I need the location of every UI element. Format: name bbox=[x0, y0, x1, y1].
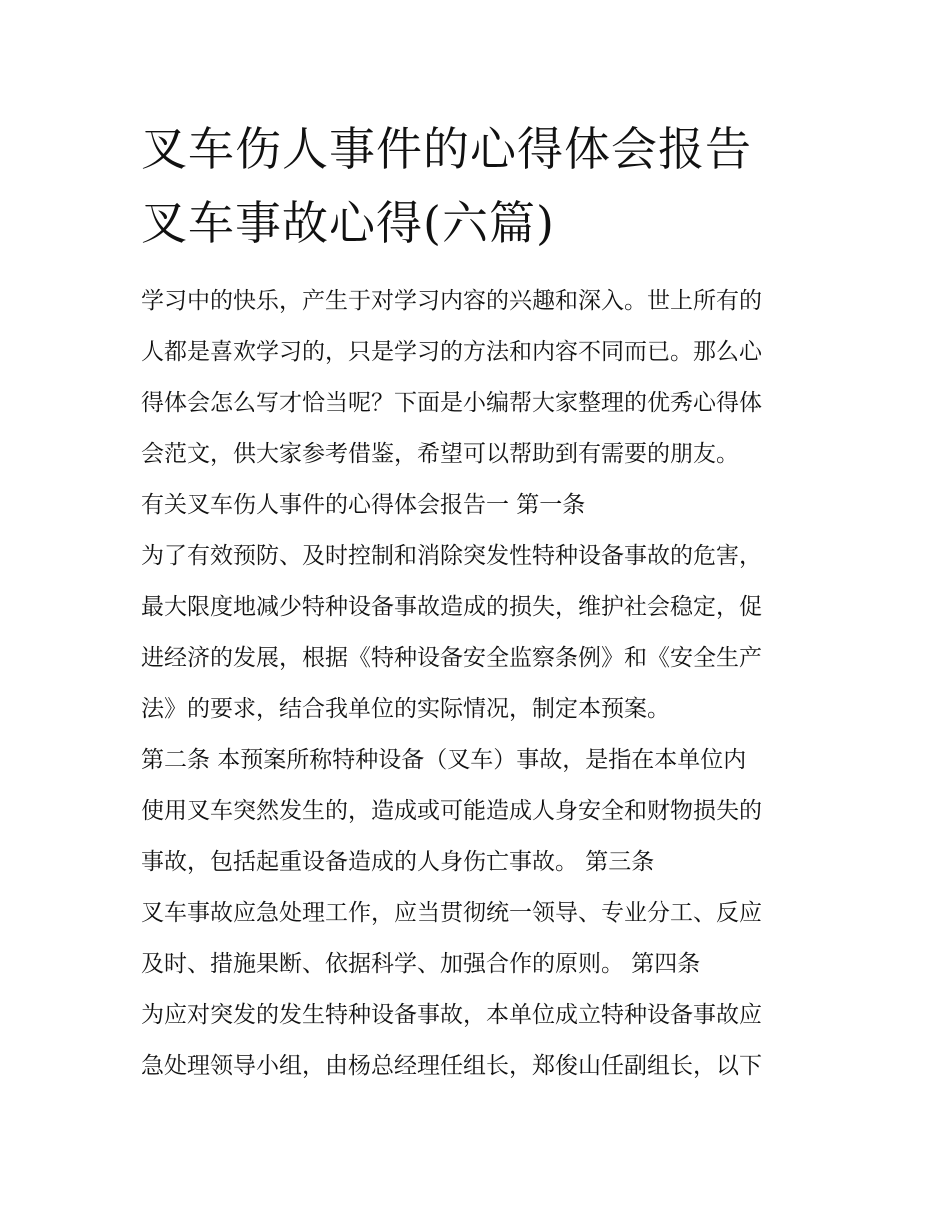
section-heading-line: 有关叉车伤人事件的心得体会报告一 第一条 bbox=[141, 492, 586, 518]
title-line: 叉车事故心得(六篇) bbox=[141, 196, 555, 250]
body-line: 会范文，供大家参考借鉴，希望可以帮助到有需要的朋友。 bbox=[141, 441, 739, 467]
title-line: 叉车伤人事件的心得体会报告 bbox=[141, 122, 752, 176]
body-line: 最大限度地减少特种设备事故造成的损失，维护社会稳定，促 bbox=[141, 594, 762, 620]
body-line: 为了有效预防、及时控制和消除突发性特种设备事故的危害， bbox=[141, 543, 762, 569]
body-line: 法》的要求，结合我单位的实际情况，制定本预案。 bbox=[141, 696, 670, 722]
document-body bbox=[141, 276, 821, 1092]
document-title bbox=[141, 112, 841, 260]
body-line: 第二条 本预案所称特种设备（叉车）事故，是指在本单位内 bbox=[141, 747, 747, 773]
body-line: 急处理领导小组，由杨总经理任组长，郑俊山任副组长，以下 bbox=[141, 1053, 762, 1079]
body-line: 使用叉车突然发生的，造成或可能造成人身安全和财物损失的 bbox=[141, 798, 762, 824]
body-line: 进经济的发展，根据《特种设备安全监察条例》和《安全生产 bbox=[141, 645, 762, 671]
body-line: 得体会怎么写才恰当呢？下面是小编帮大家整理的优秀心得体 bbox=[141, 390, 762, 416]
body-line: 人都是喜欢学习的，只是学习的方法和内容不同而已。那么心 bbox=[141, 339, 762, 365]
body-line: 及时、措施果断、依据科学、加强合作的原则。 第四条 bbox=[141, 951, 701, 977]
body-line: 学习中的快乐，产生于对学习内容的兴趣和深入。世上所有的 bbox=[141, 288, 762, 314]
body-line: 叉车事故应急处理工作，应当贯彻统一领导、专业分工、反应 bbox=[141, 900, 762, 926]
body-line: 事故，包括起重设备造成的人身伤亡事故。 第三条 bbox=[141, 849, 655, 875]
body-line: 为应对突发的发生特种设备事故，本单位成立特种设备事故应 bbox=[141, 1002, 762, 1028]
